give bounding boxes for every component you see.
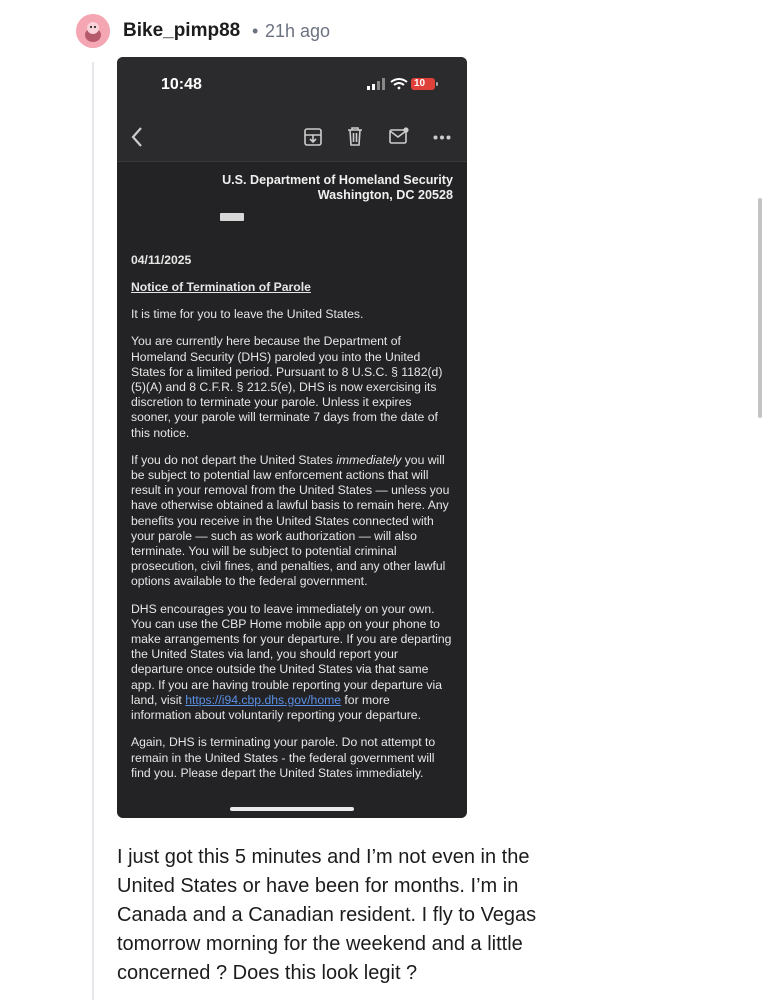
meta-separator: • xyxy=(252,21,259,41)
battery-level: 10 xyxy=(414,78,426,89)
paragraph-3-emphasis: immediately xyxy=(336,452,402,467)
thread-line xyxy=(92,62,94,1000)
dhs-seal-icon xyxy=(220,213,244,221)
comment-text: I just got this 5 minutes and I’m not even in the United States or have been for months. I’m in Canada and a Canadian resident. I fly to Vegas tomorrow morning for the weekend and a little concerned ? Does this look legit ? xyxy=(117,846,537,984)
letter-subject: Notice of Termination of Parole xyxy=(131,280,311,295)
archive-icon[interactable] xyxy=(304,128,322,146)
paragraph-4-end: for more information about voluntarily reporting your departure. xyxy=(131,692,421,723)
email-screenshot-image[interactable] xyxy=(117,57,467,818)
org-line1: U.S. Department of Homeland Security xyxy=(222,173,453,187)
trash-icon[interactable] xyxy=(347,127,363,146)
status-icons xyxy=(367,77,439,96)
letter-body xyxy=(131,173,453,781)
back-arrow-icon[interactable] xyxy=(130,126,144,148)
paragraph-3 xyxy=(131,453,453,590)
paragraph-4 xyxy=(131,602,453,724)
phone-status-bar xyxy=(117,57,467,115)
timestamp: 21h ago xyxy=(265,21,331,41)
email-toolbar xyxy=(117,115,467,162)
scrollbar[interactable] xyxy=(758,198,762,418)
signal-icon xyxy=(367,78,385,90)
paragraph-2: You are currently here because the Department of Homeland Security (DHS) paroled you into the United States for a limited period. Pursuant to 8 U.S.C. § 1182(d)(5)(A) and 8 C.F.R. § 212.5(e), DHS is now exercising its discretion to terminate your parole. Unless it expires sooner, your parole will terminate 7 days from the date of this notice. xyxy=(131,334,443,440)
paragraph-1: It is time for you to leave the United States. xyxy=(131,307,364,322)
home-indicator xyxy=(230,807,354,811)
paragraph-3-start: If you do not depart the United States xyxy=(131,452,337,467)
org-line2: Washington, DC 20528 xyxy=(317,188,453,203)
status-time: 10:48 xyxy=(161,76,202,93)
paragraph-5: Again, DHS is terminating your parole. Do not attempt to remain in the United States - the federal government will find you. Please depart the United States immediately. xyxy=(131,735,436,780)
username[interactable]: Bike_pimp88 xyxy=(123,20,241,41)
paragraph-3-end: you will be subject to potential law enforcement actions that will result in your removal from the United States — unless you have otherwise obtained a lawful basis to remain here. Any benefits you receive in the United States connected with your parole — such as work authorization — will also terminate. You will be subject to potential criminal prosecution, civil fines, and penalties, and any other lawful options available to the federal government. xyxy=(131,452,450,589)
letter-date: 04/11/2025 xyxy=(131,252,192,267)
paragraph-4-start: DHS encourages you to leave immediately on your own. You can use the CBP Home mobile app on your phone to make arrangements for your departure. If you are departing the United States via land, you should report your departure once outside the United States via that same app. If you are having trouble reporting your departure via land, visit xyxy=(131,601,452,707)
mark-unread-icon[interactable] xyxy=(389,127,409,145)
wifi-icon xyxy=(391,79,407,89)
snoo-avatar-icon xyxy=(76,14,110,48)
more-icon[interactable] xyxy=(433,135,451,140)
cbp-link[interactable]: https://i94.cbp.dhs.gov/home xyxy=(185,692,342,707)
avatar[interactable] xyxy=(76,14,110,48)
